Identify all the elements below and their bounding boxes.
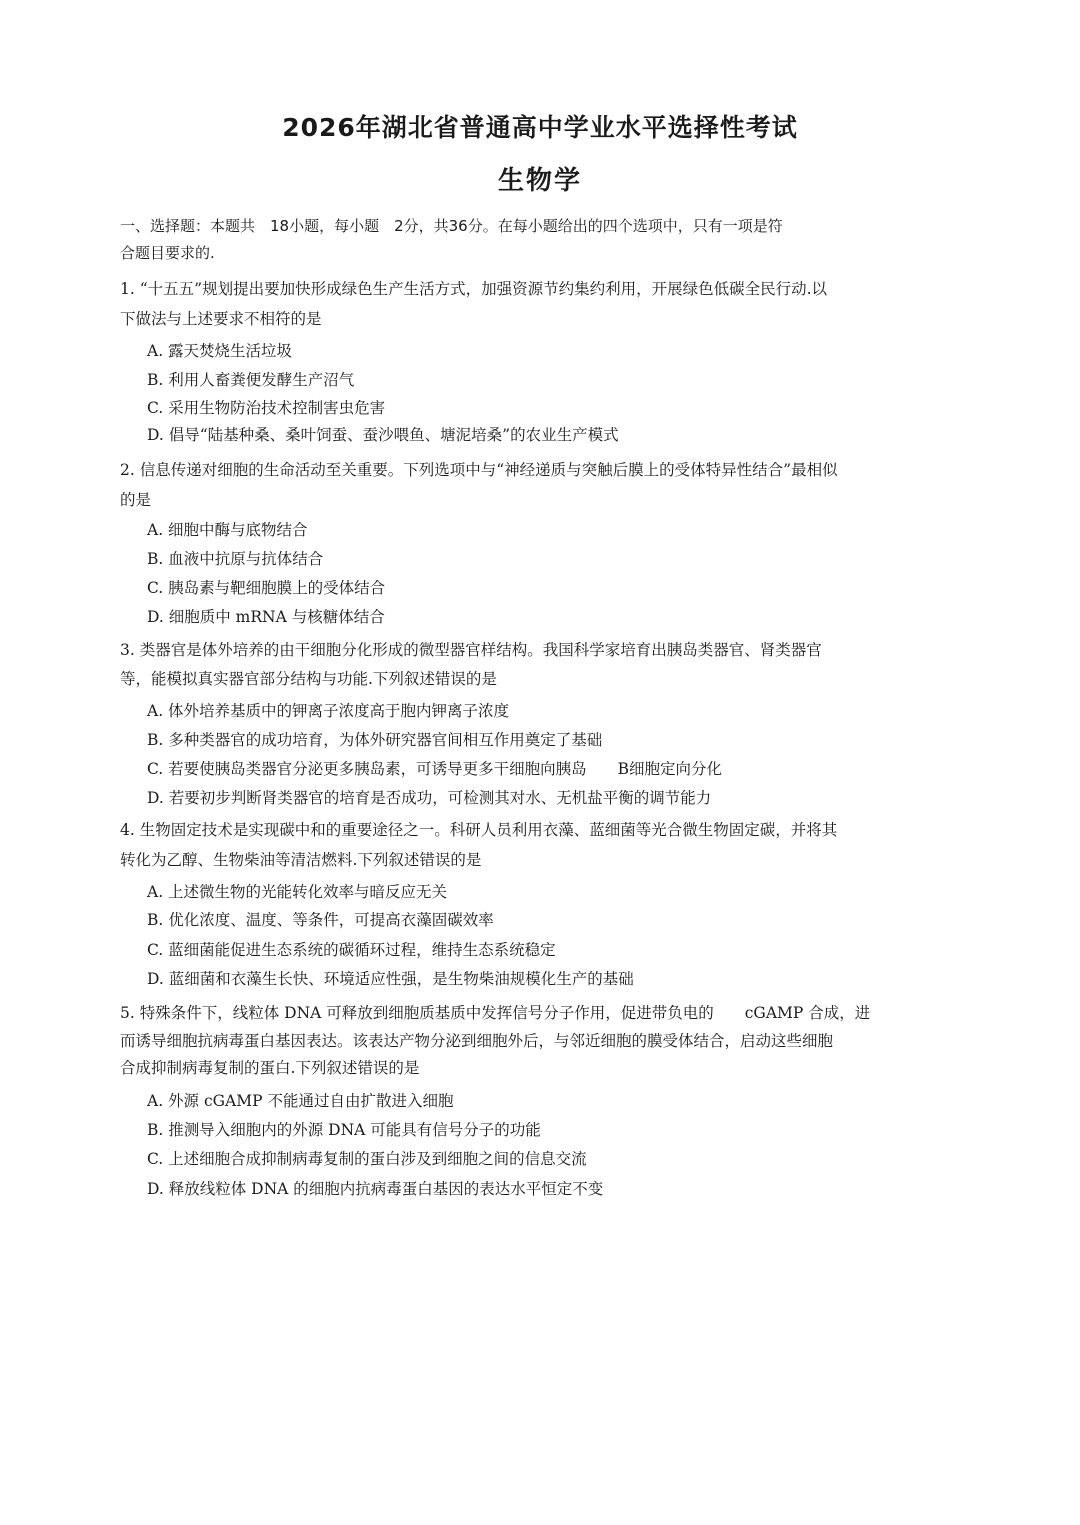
section-instruction: 一、选择题：本题共 18小题，每小题 2分，共36分。在每小题给出的四个选项中，只有一项是符 (120, 217, 783, 235)
option-a: A. 外源 cGAMP 不能通过自由扩散进入细胞 (147, 1092, 454, 1110)
question-stem: 等，能模拟真实器官部分结构与功能.下列叙述错误的是 (120, 670, 497, 688)
question-stem: 的是 (120, 491, 152, 509)
option-c: C. 胰岛素与靶细胞膜上的受体结合 (147, 579, 386, 597)
section-instruction: 合题目要求的. (120, 244, 215, 262)
option-b: B. 利用人畜粪便发酵生产沼气 (147, 371, 355, 389)
option-b: B. 优化浓度、温度、等条件，可提高衣藻固碳效率 (147, 911, 494, 929)
option-c: C. 蓝细菌能促进生态系统的碳循环过程，维持生态系统稳定 (147, 941, 556, 959)
option-b: B. 血液中抗原与抗体结合 (147, 550, 324, 568)
question-stem: 2. 信息传递对细胞的生命活动至关重要。下列选项中与“神经递质与突触后膜上的受体特异性结合”最相似 (120, 461, 838, 479)
option-c: C. 采用生物防治技术控制害虫危害 (147, 399, 386, 417)
option-d: D. 若要初步判断肾类器官的培育是否成功，可检测其对水、无机盐平衡的调节能力 (147, 789, 712, 807)
option-c: C. 若要使胰岛类器官分泌更多胰岛素，可诱导更多干细胞向胰岛 B细胞定向分化 (147, 760, 723, 778)
question-stem: 5. 特殊条件下，线粒体 DNA 可释放到细胞质基质中发挥信号分子作用，促进带负电的 cGAMP 合成，进 (120, 1004, 871, 1022)
option-a: A. 细胞中酶与底物结合 (147, 521, 308, 539)
question-stem: 而诱导细胞抗病毒蛋白基因表达。该表达产物分泌到细胞外后，与邻近细胞的膜受体结合，启动这些细胞 (120, 1032, 834, 1050)
question-stem: 3. 类器官是体外培养的由干细胞分化形成的微型器官样结构。我国科学家培育出胰岛类器官、肾类器官 (120, 641, 822, 659)
option-d: D. 细胞质中 mRNA 与核糖体结合 (147, 608, 385, 626)
option-d: D. 释放线粒体 DNA 的细胞内抗病毒蛋白基因的表达水平恒定不变 (147, 1180, 604, 1198)
option-a: A. 露天焚烧生活垃圾 (147, 342, 293, 360)
question-stem: 1. “十五五”规划提出要加快形成绿色生产生活方式，加强资源节约集约利用，开展绿色低碳全民行动.以 (120, 280, 827, 298)
subject-title: 生物学 (497, 166, 582, 196)
option-b: B. 多种类器官的成功培育，为体外研究器官间相互作用奠定了基础 (147, 731, 603, 749)
option-c: C. 上述细胞合成抑制病毒复制的蛋白涉及到细胞之间的信息交流 (147, 1150, 587, 1168)
option-b: B. 推测导入细胞内的外源 DNA 可能具有信号分子的功能 (147, 1121, 541, 1139)
question-stem: 合成抑制病毒复制的蛋白.下列叙述错误的是 (120, 1059, 420, 1077)
option-d: D. 倡导“陆基种桑、桑叶饲蚕、蚕沙喂鱼、塘泥培桑”的农业生产模式 (147, 426, 619, 444)
exam-title: 2026年湖北省普通高中学业水平选择性考试 (282, 113, 798, 142)
question-stem: 4. 生物固定技术是实现碳中和的重要途径之一。科研人员利用衣藻、蓝细菌等光合微生物固定碳，并将其 (120, 821, 838, 839)
question-stem: 转化为乙醇、生物柴油等清洁燃料.下列叙述错误的是 (120, 851, 482, 869)
option-a: A. 上述微生物的光能转化效率与暗反应无关 (147, 883, 448, 901)
option-d: D. 蓝细菌和衣藻生长快、环境适应性强，是生物柴油规模化生产的基础 (147, 970, 634, 988)
option-a: A. 体外培养基质中的钾离子浓度高于胞内钾离子浓度 (147, 702, 510, 720)
question-stem: 下做法与上述要求不相符的是 (120, 310, 322, 328)
